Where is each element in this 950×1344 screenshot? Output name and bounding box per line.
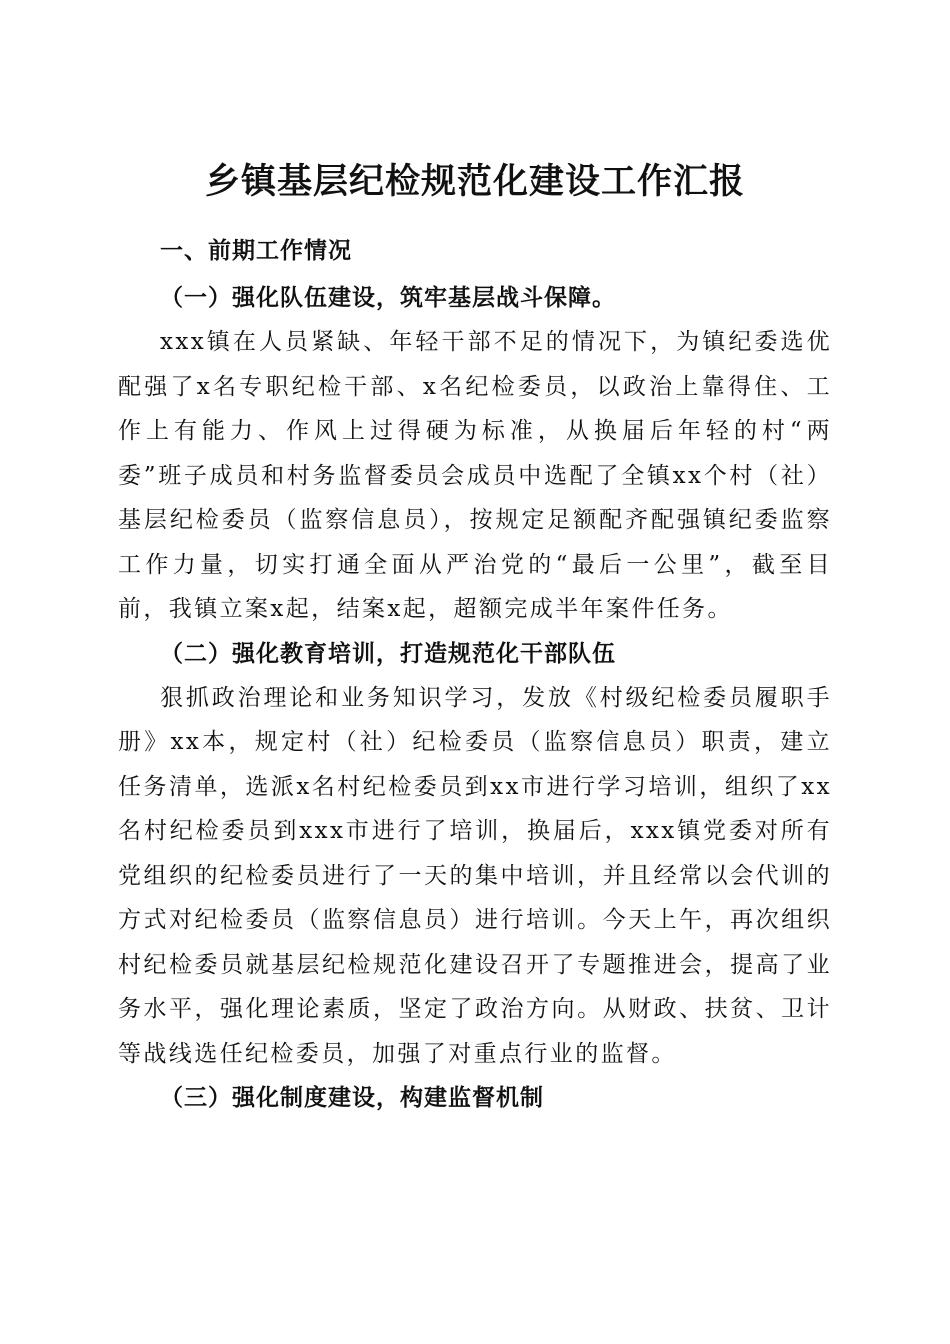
subsection-heading-1: （一）强化队伍建设，筑牢基层战斗保障。	[160, 284, 616, 311]
subsection-heading-2: （二）强化教育培训，打造规范化干部队伍	[160, 639, 616, 667]
paragraph-1: xxx镇在人员紧缺、年轻干部不足的情况下，为镇纪委选优配强了x名专职纪检干部、x名纪检委员，以政治上靠得住、工作上有能力、作风上过得硬为标准，从换届后年轻的村“两委”班子成员和村务监督委员会成员中选配了全镇xx个村（社）基层纪检委员（监察信息员），按规定足额配齐配强镇纪委监察工作力量，切实打通全面从严治党的“最后一公里”，截至目前，我镇立案x起，结案x起，超额完成半年案件任务。	[118, 329, 832, 622]
document-body	[118, 226, 832, 1120]
paragraph-2: 狠抓政治理论和业务知识学习，发放《村级纪检委员履职手册》xx本，规定村（社）纪检委员（监察信息员）职责，建立任务清单，选派x名村纪检委员到xx市进行学习培训，组织了xx名村纪检委员到xxx市进行了培训，换届后，xxx镇党委对所有党组织的纪检委员进行了一天的集中培训，并且经常以会代训的方式对纪检委员（监察信息员）进行培训。今天上午，再次组织村纪检委员就基层纪检规范化建设召开了专题推进会，提高了业务水平，强化理论素质，坚定了政治方向。从财政、扶贫、卫计等战线选任纪检委员，加强了对重点行业的监督。	[118, 684, 832, 1067]
subsection-heading-3: （三）强化制度建设，构建监督机制	[160, 1084, 544, 1111]
section-heading-1: 一、前期工作情况	[160, 238, 352, 264]
document-title: 乡镇基层纪检规范化建设工作汇报	[204, 161, 745, 203]
